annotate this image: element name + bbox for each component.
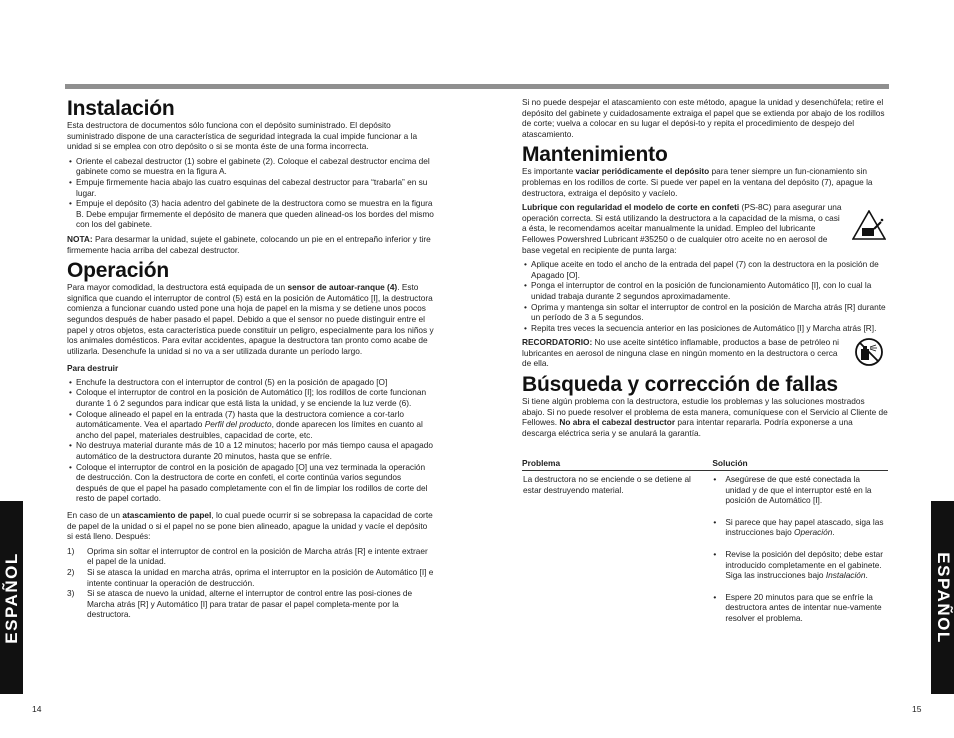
table-row: [522, 471, 888, 636]
list-item: • Aplique aceite en todo el ancho de la entrada del papel (7) con la destructora en la posición de Apagado [O].: [522, 259, 888, 280]
solution-item: • Espere 20 minutos para que se enfríe la destructora antes de intentar nue-vamente resolver el problema.: [713, 592, 887, 624]
list-item: • Coloque el interruptor de control en la posición de Automático [I]; los rodillos de corte funcionan durante 1 ó 2 segundos para indicar que está lista la unidad, y se enciende la luz verde (6).: [67, 387, 434, 408]
table-header-row: [522, 458, 888, 470]
installation-heading: Instalación: [67, 97, 175, 120]
language-tab-right: ESPAÑOL: [931, 501, 954, 694]
solution-item: • Revise la posición del depósito; debe estar introducido completamente en el gabinete. Siga las instrucciones bajo Instalación.: [713, 549, 887, 581]
right-column: [522, 97, 888, 636]
page-number-right: 15: [912, 704, 922, 714]
installation-note: NOTA: Para desarmar la unidad, sujete el gabinete, colocando un pie en el entrepaño inferior y tire firmemente hacia arriba del cabezal destructor.: [67, 233, 431, 255]
left-column: [67, 97, 434, 620]
problem-column-header: Problema: [522, 458, 712, 470]
top-rule: [65, 84, 889, 89]
reminder-block: [522, 337, 888, 369]
list-item: • Ponga el interruptor de control en la posición de funcionamiento Automático [I], con lo cual la unidad trabaja durante 2 segundos aproximadamente.: [522, 280, 888, 301]
installation-intro: Esta destructora de documentos sólo funciona con el depósito suministrado. El depósito suministrado dispone de una característica de seguridad integrada la cual impide funcionar a la unidad si se emplea con otro depósito o si se monta éste de una forma incorrecta.: [67, 120, 418, 152]
list-item: 3) Si se atasca de nuevo la unidad, alterne el interruptor de control entre las posi-ciones de Marcha atrás [R] y Automático [I] para tratar de pasar el papel completa-mente por la destructora.: [67, 588, 413, 620]
language-tab-left: ESPAÑOL: [0, 501, 23, 694]
solution-item: • Asegúrese de que esté conectada la unidad y de que el interruptor esté en la posición de Automático [I].: [713, 474, 887, 506]
operation-heading: Operación: [67, 259, 170, 283]
jam-continued-paragraph: Si no puede despejar el atascamiento con este método, apague la unidad y desenchúfela; retire el depósito del gabinete y cuidadosamente extraiga el papel que se extienda por abajo de los rodillos de corte; vuelva a colocar en su lugar el depósi-to y repita el procedimiento de despejo del atascamiento.: [522, 97, 885, 139]
lubricate-paragraph: Lubrique con regularidad el modelo de corte en confeti (PS-8C) para asegurar una operación correcta. Si está utilizando la destructora a la capacidad de la misma, o casi a ésta, le recomendamos aceitar manualmente la unidad. Empleo del lubricante Fellowes Powershred Lubricant #35250 o de cualquier otro aceite no en aerosol de base vegetal en recipiente de punta larga:: [522, 202, 842, 255]
reminder-paragraph: RECORDATORIO: No use aceite sintético inflamable, productos a base de petróleo ni lubricantes en aerosol de ninguna clase en ningún momento en la destructora o cerca de ella.: [522, 337, 839, 369]
list-item: • Enchufe la destructora con el interruptor de control (5) en la posición de apagado [O]: [67, 377, 434, 388]
oil-can-icon: [852, 210, 886, 240]
solution-column-header: Solución: [712, 458, 888, 470]
page-number-left: 14: [32, 704, 42, 714]
lubricate-block: [522, 202, 888, 255]
list-item: 2) Si se atasca la unidad en marcha atrás, oprima el interruptor en la posición de Automático [I] e intente continuar la operación de destrucción.: [67, 566, 434, 588]
maintenance-heading: Mantenimiento: [522, 143, 668, 167]
operation-intro: Para mayor comodidad, la destructora está equipada de un sensor de autoar-ranque (4). Esto significa que cuando el interruptor de control (5) está en la posición de Automático [I], la destructora comienza a funcionar cuando usted pone una hoja de papel en la misma y se detiene unos pocos segundos después de haber pasado el papel. Debido a que el sensor no puede distinguir entre el papel y otros objetos, esta característica puede constituir un peligro, especialmente para los niños y los animales domésticos. Para evitar accidentes, apague la destructora tan pronto como acabe de utilizarla. Desenchufe la unidad si no va a ser utilizada durante un período largo.: [67, 282, 434, 356]
shred-subheading: Para destruir: [67, 363, 119, 374]
jam-steps: [67, 546, 434, 620]
maintenance-intro: Es importante vaciar periódicamente el depósito para tener siempre un fun-cionamiento sin problemas en los rodillos de corte. Si puede ver papel en la ventana del depósito (7), apague la destructora, extraiga el depósito y vacíelo.: [522, 166, 873, 198]
list-item: • Oprima y mantenga sin soltar el interruptor de control en la posición de Marcha atrás [R] durante un período de 3 a 5 segundos.: [522, 302, 888, 323]
lubricate-steps: [522, 259, 888, 333]
list-item: • Coloque el interruptor de control en la posición de apagado [O] una vez terminada la operación de destrucción. Con la destructora de corte en confeti, el corte continúa varios segundos después de que el papel ha pasado completamente con el fin de limpiar los rodillos de corte del resto de papel cortado.: [67, 462, 434, 504]
troubleshooting-heading: Búsqueda y corrección de fallas: [522, 373, 838, 397]
list-item: • No destruya material durante más de 10 a 12 minutos; hacerlo por más tiempo causa el apagado automático de la destructora durante 20 minutos, hasta que se enfríe.: [67, 440, 434, 461]
no-aerosol-icon: [852, 337, 886, 367]
problem-cell: La destructora no se enciende o se detiene al estar destruyendo material.: [523, 474, 691, 495]
list-item: • Empuje firmemente hacia abajo las cuatro esquinas del cabezal destructor para “trabarla” en su lugar.: [67, 177, 434, 198]
list-item: 1) Oprima sin soltar el interruptor de control en la posición de Marcha atrás [R] e intente extraer el papel de la unidad.: [67, 545, 428, 567]
list-item: • Empuje el depósito (3) hacia adentro del gabinete de la destructora como se muestra en la figura B. Debe empujar firmemente el depósito de manera que queden alinead-os los bordes del mismo con los del gabinete.: [67, 198, 434, 230]
solution-cell: [712, 471, 888, 636]
troubleshooting-table: [522, 458, 888, 635]
list-item: • Coloque alineado el papel en la entrada (7) hasta que la destructora comience a cor-tarlo automáticamente. Vea el apartado Perfil del producto, donde aparecen los límites en cuanto al ancho del papel, materiales destruibles, capacidad de corte, etc.: [67, 409, 434, 441]
list-item: • Oriente el cabezal destructor (1) sobre el gabinete (2). Coloque el cabezal destructor encima del gabinete como se muestra en la figura A.: [67, 156, 434, 177]
shred-steps: [67, 377, 434, 504]
solution-item: • Si parece que hay papel atascado, siga las instrucciones bajo Operación.: [713, 517, 887, 538]
paper-jam-paragraph: En caso de un atascamiento de papel, lo cual puede ocurrir si se sobrepasa la capacidad de corte de papel de la unidad o si el papel no se pone bien alineado, apague la unidad y vacíe el depósito si está lleno. Después:: [67, 510, 433, 542]
troubleshooting-intro: Si tiene algún problema con la destructora, estudie los problemas y las soluciones mostrados abajo. Si no puede resolver el problema de esta manera, comuníquese con el Servicio al Cliente de Fellowes. No abra el cabezal destructor para intentar repararla. Podría exponerse a una descarga eléctrica seria y se anulará la garantía.: [522, 396, 888, 438]
list-item: • Repita tres veces la secuencia anterior en las posiciones de Automático [I] y Marcha atrás [R].: [522, 323, 888, 334]
installation-steps: [67, 156, 434, 230]
